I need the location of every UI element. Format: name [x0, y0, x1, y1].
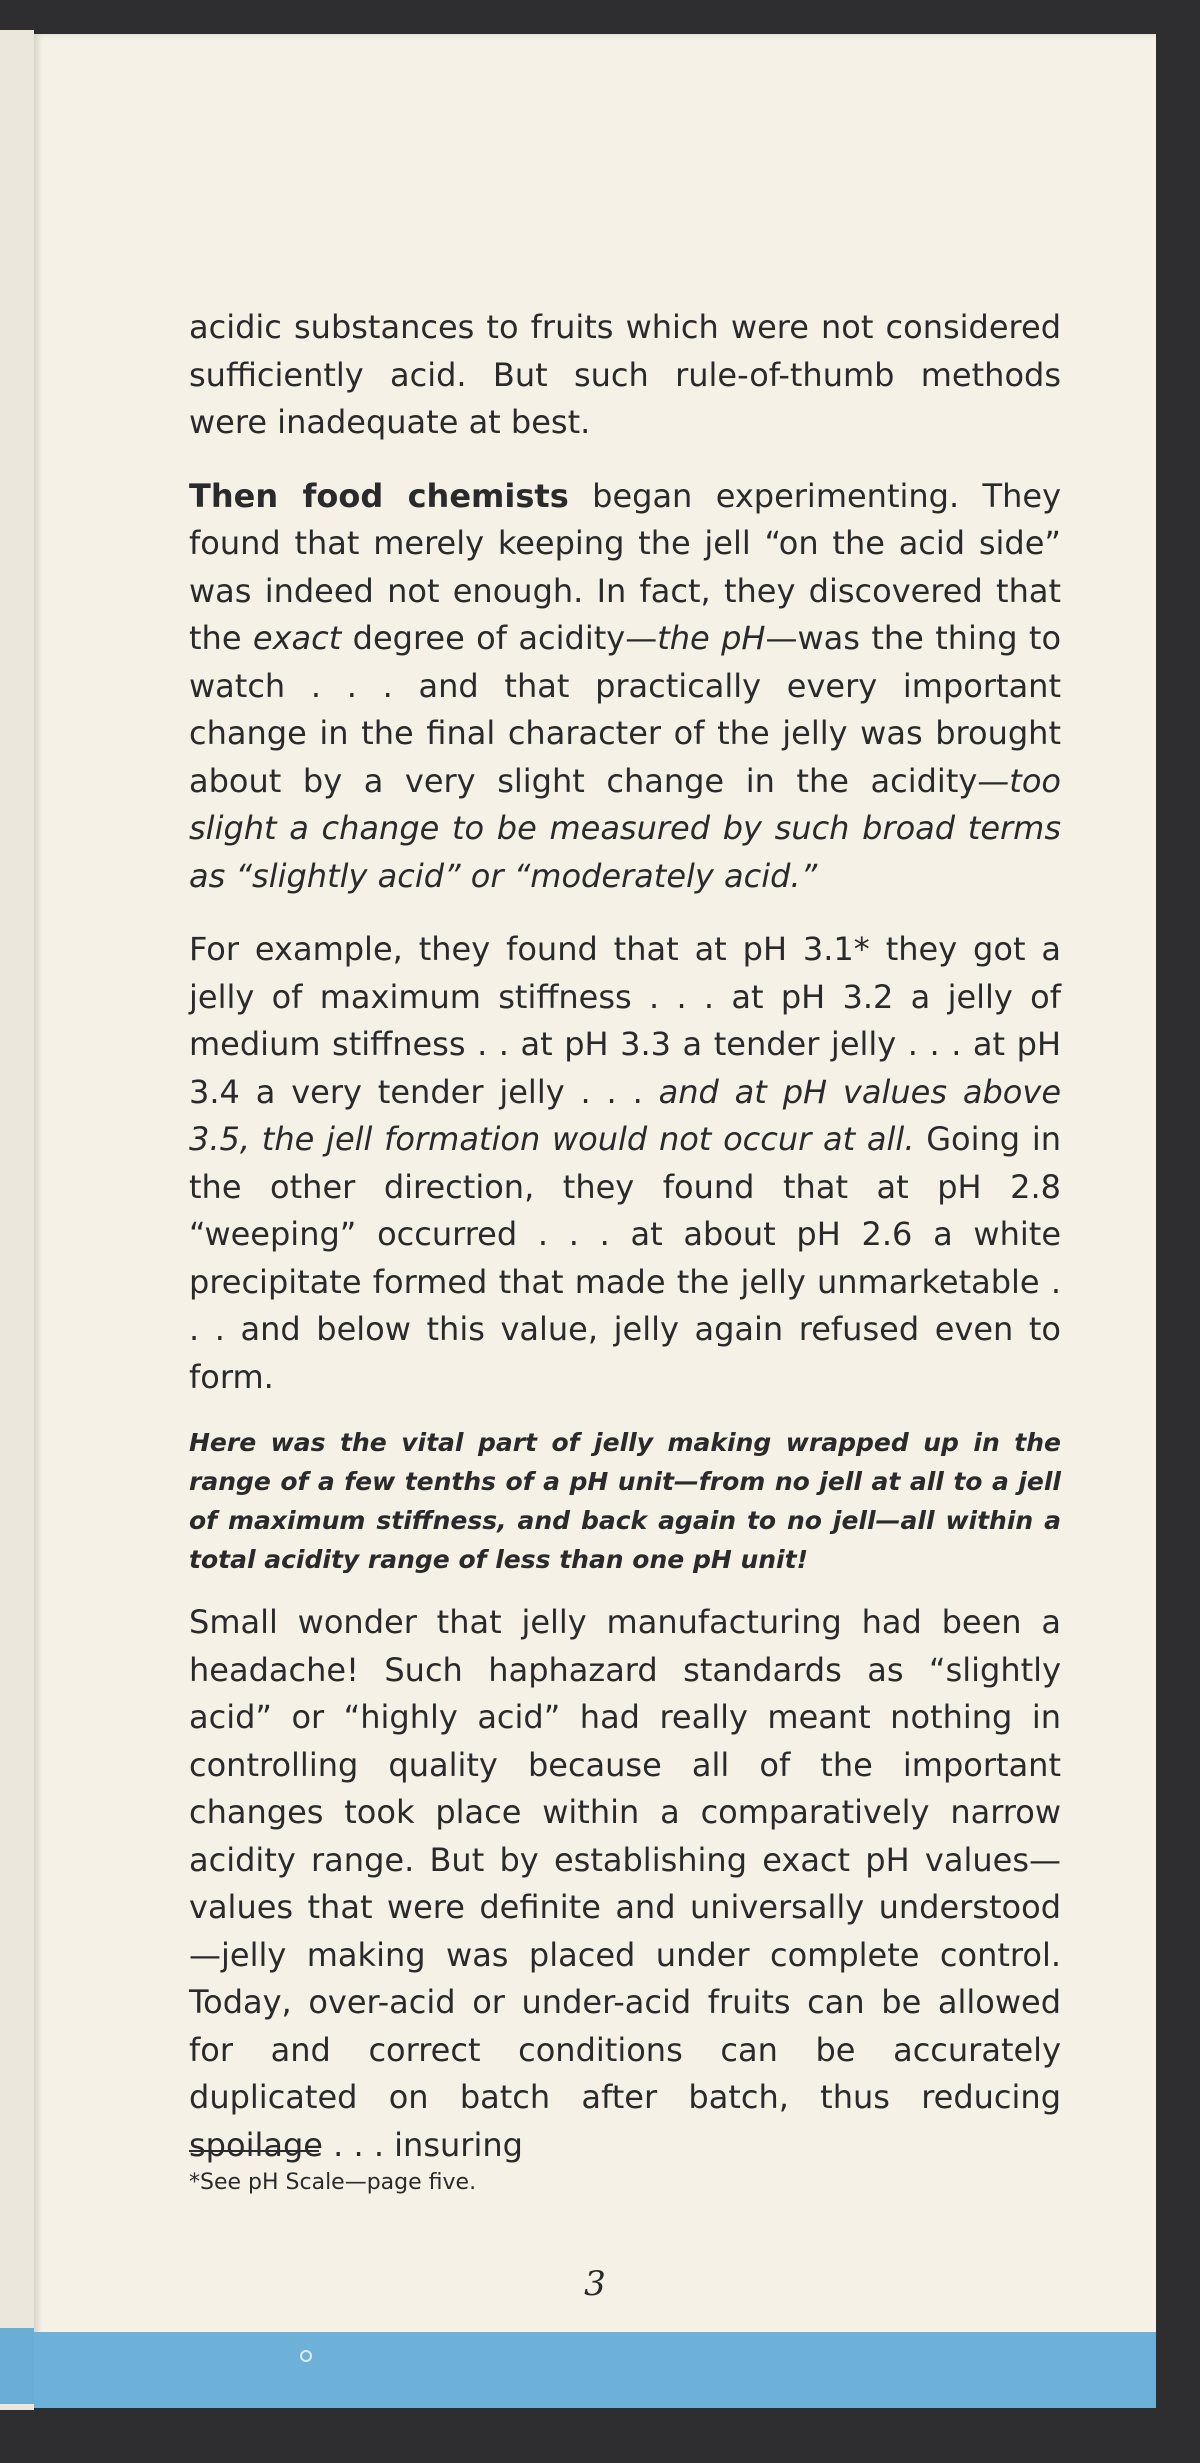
- facing-page-edge: [0, 30, 34, 2410]
- paragraph-2-text-a: began experimenting. They found that merely keeping the jell “on the acid side” was indeed not enough. In fact, they discovered that the: [189, 476, 1062, 657]
- paragraph-2: [189, 473, 1061, 901]
- footnote: *See pH Scale—page five.: [189, 2170, 477, 2195]
- paragraph-3-text-a: For example, they found that at pH 3.1* they got a jelly of maximum stiffness . . . at pH 3.2 a jelly of medium stiffness . . at pH 3.3 a tender jelly . . . at pH 3.4 a very tender jelly . . .: [189, 930, 1061, 1111]
- blue-footer-band: [34, 2332, 1156, 2408]
- paragraph-3-italic: and at pH values above 3.5, the jell formation would not occur at all.: [189, 1072, 1061, 1158]
- paragraph-2-italic-c: too slight a change to be measured by such broad terms as “slightly acid” or “moderately acid.”: [189, 761, 1061, 895]
- paragraph-3: [189, 926, 1061, 1401]
- page-number: 3: [584, 2264, 606, 2304]
- paragraph-2-text-b: degree of acidity—: [341, 619, 658, 657]
- paragraph-2-text-c: —was the thing to watch . . . and that practically every important change in the final character of the jelly was brought about by a very slight change in the acidity—: [189, 619, 1062, 800]
- paragraph-5: Small wonder that jelly manufacturing had been a headache! Such haphazard standards as “slightly acid” or “highly acid” had really meant nothing in controlling quality because all of the important changes took place within a comparatively narrow acidity range. But by establishing exact pH values—values that were definite and universally understood—jelly making was placed under complete control. Today, over-acid or under-acid fruits can be allowed for and correct conditions can be accurately duplicated on batch after batch, thus reducing spoilage . . . insuring: [189, 1603, 1061, 2164]
- paragraph-1: acidic substances to fruits which were not considered sufficiently acid. But such rule-of-thumb methods were inadequate at best.: [189, 308, 1061, 441]
- footnote-divider: [189, 2150, 319, 2152]
- paragraph-2-italic-a: exact: [252, 619, 342, 657]
- emphasis-paragraph: Here was the vital part of jelly making wrapped up in the range of a few tenths of a pH unit—from no jell at all to a jell of maximum stiffness, and back again to no jell—all within a total acidity range of less than one pH unit!: [189, 1428, 1061, 1574]
- facing-page-blue-band: [0, 2328, 34, 2404]
- booklet-page: [34, 34, 1156, 2408]
- bold-lead-in: Then food chemists: [189, 476, 569, 515]
- paragraph-3-text-b: Going in the other direction, they found that at pH 2.8 “weeping” occurred . . . at about pH 2.6 a white precipitate formed that made the jelly unmarketable . . . and below this value, jelly again refused even to form.: [189, 1120, 1062, 1396]
- paragraph-2-italic-b: the pH: [657, 619, 766, 657]
- body-text: [189, 304, 1061, 2169]
- band-dot: [300, 2350, 312, 2362]
